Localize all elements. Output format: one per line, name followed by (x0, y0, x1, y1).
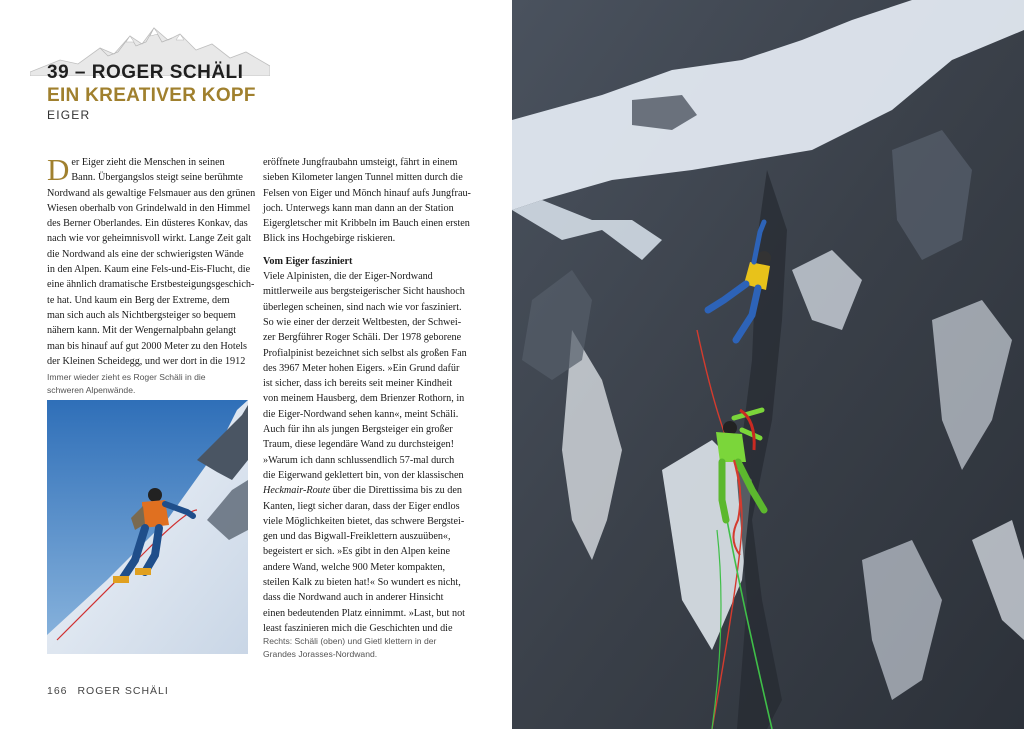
text-line: nähern kann. Mit der Wengernalpbahn gelangt (47, 325, 237, 337)
text-line: Felsen von Eiger und Mönch hinauf aufs Jungfrau- (263, 187, 471, 199)
text-line: die Eigerwand geklettert bin, von der klassischen (263, 469, 464, 481)
text-line: Traum, diese legendäre Wand zu durchsteigen! (263, 439, 454, 451)
text-line: eröffnete Jungfraubahn umsteigt, fährt in einem (263, 157, 458, 168)
text-line: Blick ins Hochgebirge riskieren. (263, 233, 396, 245)
caption-line: Rechts: Schäli (oben) und Gietl klettern in der (263, 636, 437, 646)
text-line: Auch für ihn als jungen Bergsteiger ein großer (263, 424, 453, 436)
text-line: least faszinieren mich die Geschichten und die (263, 622, 453, 634)
caption-line: Immer wieder zieht es Roger Schäli in die (47, 372, 206, 382)
text-line: Eigergletscher mit Kribbeln im Bauch einen ersten (263, 218, 470, 230)
text-line: Viele Alpinisten, die der Eiger-Nordwand (263, 271, 433, 283)
text-fragment: über die Direttissima bis zu den (330, 485, 462, 497)
text-line: eine ähnlich dramatische Erstbesteigungsgeschich- (47, 279, 255, 291)
text-line: Nordwand als gewaltige Felsmauer aus den grünen (47, 187, 256, 199)
text-line: Bann. Übergangslos steigt seine berühmte (71, 172, 243, 184)
route-name: Heckmair-Route (263, 485, 331, 497)
text-line: der Kleinen Scheidegg, und wer dort in die 1912 (47, 355, 246, 367)
text-line: des Berner Oberlandes. Ein düsteres Konkav, das (47, 218, 248, 230)
right-page-photo (512, 0, 1024, 729)
body-column-1 (47, 152, 256, 369)
text-line: die Nordwand als eine der schwierigsten Wände (47, 248, 244, 260)
text-line: sieben Kilometer langen Tunnel mitten durch die (263, 172, 463, 184)
text-line: ist sicher, dass ich bereits seit meiner Kindheit (263, 378, 453, 390)
text-line: überlegen scheinen, sind nach wie vor fasziniert. (263, 301, 462, 313)
chapter-title: 39 – ROGER SCHÄLI (47, 62, 244, 83)
text-line: zer Bergführer Roger Schäli. Der 1978 geborene (263, 332, 462, 344)
text-line: viele Möglichkeiten bietet, das schwere Bergstei- (263, 515, 465, 527)
chapter-subtitle: EIN KREATIVER KOPF (47, 85, 256, 106)
small-photo-caption (47, 371, 247, 396)
caption-line: schweren Alpenwände. (47, 384, 136, 395)
page-number: 166 (47, 685, 68, 697)
text-line: er Eiger zieht die Menschen in seinen (71, 157, 225, 168)
text-line: des 3967 Meter hohen Eigers. »Ein Grund dafür (263, 362, 460, 374)
text-line (263, 483, 468, 498)
text-line: man bis hinauf auf gut 2000 Meter zu den Hotels (47, 340, 248, 352)
rock-face-illustration (512, 0, 1024, 729)
text-line: von meinem Hausberg, dem Brienzer Rothorn, in (263, 393, 465, 405)
text-line: begeistert er sich. »Es gibt in den Alpen keine (263, 546, 451, 558)
text-line: Profialpinist bezeichnet sich selbst als großen Fan (263, 347, 467, 359)
chapter-location: EIGER (47, 108, 91, 122)
climber-photo-small (47, 400, 248, 654)
text-line: einen bedeutenden Platz einnimmt. »Last, but not (263, 607, 466, 619)
text-line: joch. Unterwegs kann man dann an der Station (263, 202, 454, 214)
text-line: andere Wand, welche 900 Meter kompakten, (263, 561, 446, 573)
text-line: man sich auch als Nichtbergsteiger so bequem (47, 309, 236, 321)
page-footer (47, 685, 175, 697)
text-line: steilen Kalk zu bieten hat!« So wundert es nicht, (263, 577, 461, 589)
text-line: dass die Nordwand auch in anderer Hinsicht (263, 592, 444, 604)
caption-line: Grandes Jorasses-Nordwand. (263, 648, 378, 659)
text-line: So wie einer der derzeit Weltbesten, der Schwei- (263, 316, 462, 328)
text-line: Kanten, liegt sicher daran, dass der Eiger endlos (263, 500, 460, 512)
text-line: »Warum ich dann schlussendlich 57-mal durch (263, 454, 455, 466)
drop-cap: D (47, 152, 70, 187)
body-column-2 (263, 155, 471, 636)
text-line: mittlerweile aus bergsteigerischer Sicht haushoch (263, 286, 465, 298)
text-line: in den Alpen. Kaum eine Fels-und-Eis-Flucht, die (47, 264, 251, 276)
text-line: Wiesen oberhalb von Grindelwald in den Himmel (47, 202, 251, 214)
text-line: te hat. Und kaum ein Berg der Extreme, dem (47, 294, 230, 306)
text-line: nach wie vor geheimnisvoll wirkt. Lange Zeit galt (47, 233, 252, 245)
section-heading: Vom Eiger fasziniert (263, 255, 353, 267)
running-head: ROGER SCHÄLI (77, 685, 169, 697)
climber-snow-illustration (47, 400, 248, 654)
text-line: die Eiger-Nordwand sehen kann«, meint Schäli. (263, 408, 459, 420)
text-line: gen und das Bigwall-Freiklettern auszuüben«, (263, 531, 451, 543)
big-photo-caption (263, 635, 473, 660)
